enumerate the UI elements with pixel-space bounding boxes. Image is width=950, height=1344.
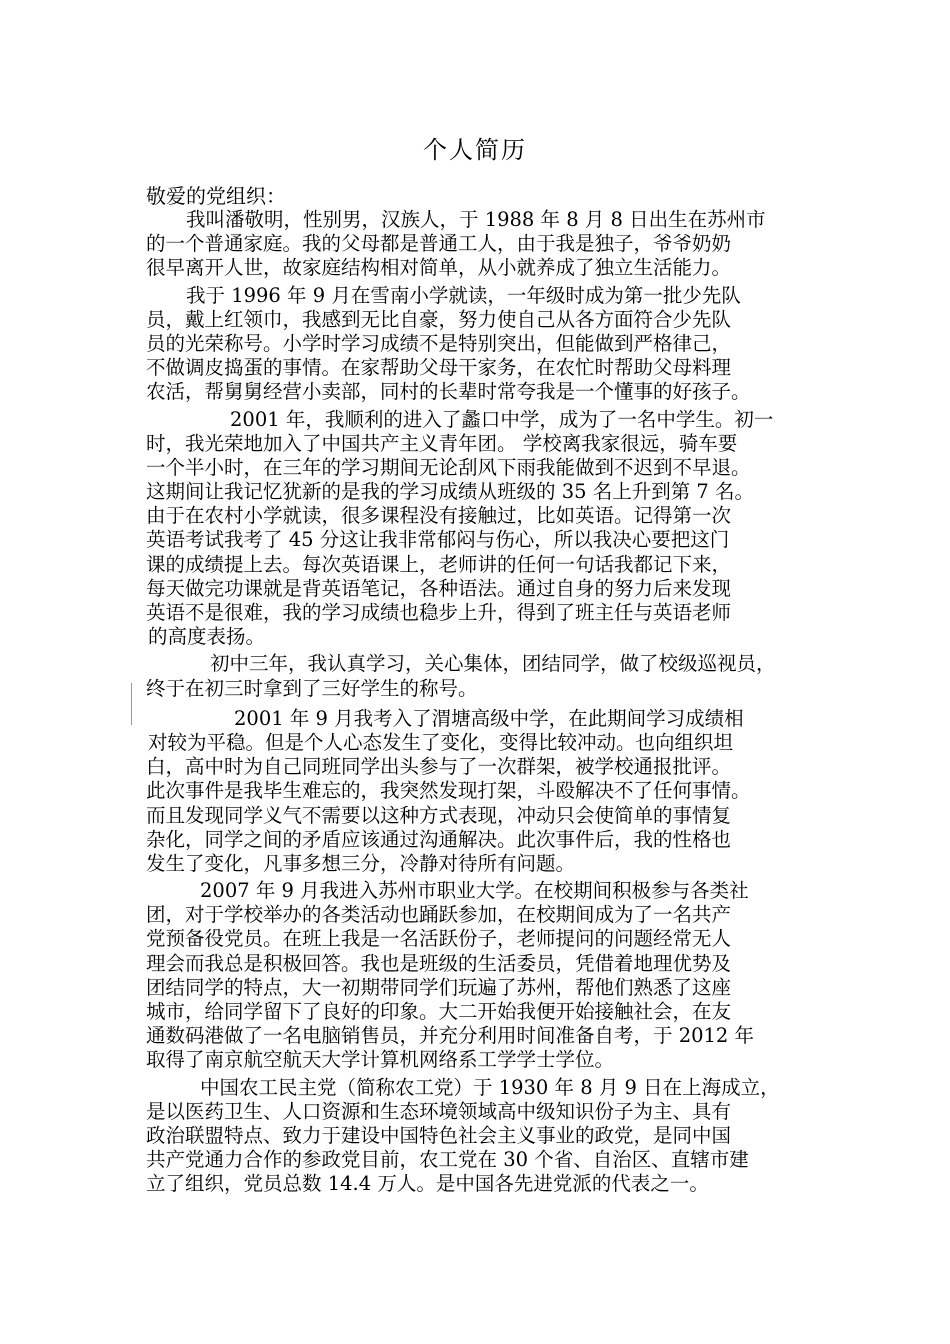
text-line: 农活，帮舅舅经营小卖部，同村的长辈时常夸我是一个懂事的好孩子。 xyxy=(146,380,751,404)
text-line: 初中三年，我认真学习，关心集体，团结同学，做了校级巡视员， xyxy=(210,652,776,676)
paragraph-university xyxy=(146,879,806,1073)
text-cursor-marker xyxy=(131,683,132,725)
text-line: 2001 年，我顺利的进入了蠡口中学，成为了一名中学生。初一 xyxy=(230,407,774,431)
text-line: 城市，给同学留下了良好的印象。大二开始我便开始接触社会，在友 xyxy=(146,1000,732,1023)
text-line: 每天做完功课就是背英语笔记，各种语法。通过自身的努力后来发现 xyxy=(146,576,732,600)
text-line: 2007 年 9 月我进入苏州市职业大学。在校期间积极参与各类社 xyxy=(200,879,749,903)
text-line: 一个半小时，在三年的学习期间无论刮风下雨我能做到不迟到不早退。 xyxy=(146,455,751,479)
text-line: 政治联盟特点、致力于建设中国特色社会主义事业的政党，是同中国 xyxy=(146,1123,732,1147)
text-line: 英语不是很难，我的学习成绩也稳步上升，得到了班主任与英语老师 xyxy=(146,601,732,624)
text-line: 杂化，同学之间的矛盾应该通过沟通解决。此次事件后，我的性格也 xyxy=(146,827,732,851)
paragraph-primary-school xyxy=(146,284,806,405)
text-line: 党预备役党员。在班上我是一名活跃份子，老师提问的问题经常无人 xyxy=(146,927,732,951)
text-line: 我叫潘敬明，性别男，汉族人，于 1988 年 8 月 8 日出生在苏州市 xyxy=(186,208,766,231)
paragraph-middle-school xyxy=(146,408,806,650)
text-line: 中国农工民主党（简称农工党）于 1930 年 8 月 9 日在上海成立， xyxy=(200,1075,780,1099)
page-title: 个人简历 xyxy=(423,136,527,164)
text-line: 不做调皮捣蛋的事情。在家帮助父母干家务，在农忙时帮助父母料理 xyxy=(146,356,732,380)
text-line: 通数码港做了一名电脑销售员，并充分利用时间准备自考，于 2012 年 xyxy=(146,1024,755,1048)
text-line: 而且发现同学义气不需要以这种方式表现，冲动只会使简单的事情复 xyxy=(146,803,732,827)
text-line: 终于在初三时拿到了三好学生的称号。 xyxy=(146,676,478,700)
text-line: 2001 年 9 月我考入了渭塘高级中学，在此期间学习成绩相 xyxy=(234,706,744,730)
text-line: 员，戴上红领巾，我感到无比自豪，努力使自己从各方面符合少先队 xyxy=(146,307,732,331)
text-line: 很早离开人世，故家庭结构相对简单，从小就养成了独立生活能力。 xyxy=(146,256,732,280)
text-line: 我于 1996 年 9 月在雪南小学就读，一年级时成为第一批少先队 xyxy=(186,283,741,307)
text-line: 的一个普通家庭。我的父母都是普通工人，由于我是独子，爷爷奶奶 xyxy=(146,232,732,256)
paragraph-birth xyxy=(146,208,806,281)
text-line: 员的光荣称号。小学时学习成绩不是特别突出，但能做到严格律己， xyxy=(146,331,732,355)
text-line: 是以医药卫生、人口资源和生态环境领域高中级知识份子为主、具有 xyxy=(146,1099,732,1123)
salutation: 敬爱的党组织： xyxy=(146,184,286,208)
text-line: 白，高中时为自己同班同学出头参与了一次群架，被学校通报批评。 xyxy=(146,755,732,779)
text-line: 理会而我总是积极回答。我也是班级的生活委员，凭借着地理优势及 xyxy=(146,951,732,975)
text-line: 课的成绩提上去。每次英语课上，老师讲的任何一句话我都记下来， xyxy=(146,552,732,576)
paragraph-party-intro xyxy=(146,1076,806,1197)
text-line: 由于在农村小学就读，很多课程没有接触过，比如英语。记得第一次 xyxy=(146,504,732,528)
text-line: 立了组织，党员总数 14.4 万人。是中国各先进党派的代表之一。 xyxy=(146,1172,709,1196)
text-line: 这期间让我记忆犹新的是我的学习成绩从班级的 35 名上升到第 7 名。 xyxy=(146,480,755,504)
text-line: 此次事件是我毕生难忘的，我突然发现打架，斗殴解决不了任何事情。 xyxy=(146,779,751,803)
text-line: 时，我光荣地加入了中国共产主义青年团。 学校离我家很远，骑车要 xyxy=(146,431,738,455)
text-line: 共产党通力合作的参政党目前，农工党在 30 个省、自治区、直辖市建 xyxy=(146,1148,749,1172)
paragraph-high-school xyxy=(146,707,806,876)
text-line: 取得了南京航空航天大学计算机网络系工学学士学位。 xyxy=(146,1048,615,1072)
paragraph-junior-award xyxy=(146,652,806,700)
text-line: 团，对于学校举办的各类活动也踊跃参加，在校期间成为了一名共产 xyxy=(146,903,732,927)
text-line: 团结同学的特点，大一初期带同学们玩遍了苏州，帮他们熟悉了这座 xyxy=(146,975,732,999)
text-line: 对较为平稳。但是个人心态发生了变化，变得比较冲动。也向组织坦 xyxy=(148,730,734,754)
text-line: 的高度表扬。 xyxy=(148,625,266,649)
text-line: 英语考试我考了 45 分这让我非常郁闷与伤心，所以我决心要把这门 xyxy=(146,528,730,552)
text-line: 发生了变化，凡事多想三分，冷静对待所有问题。 xyxy=(146,851,576,875)
document-body xyxy=(146,208,806,1197)
